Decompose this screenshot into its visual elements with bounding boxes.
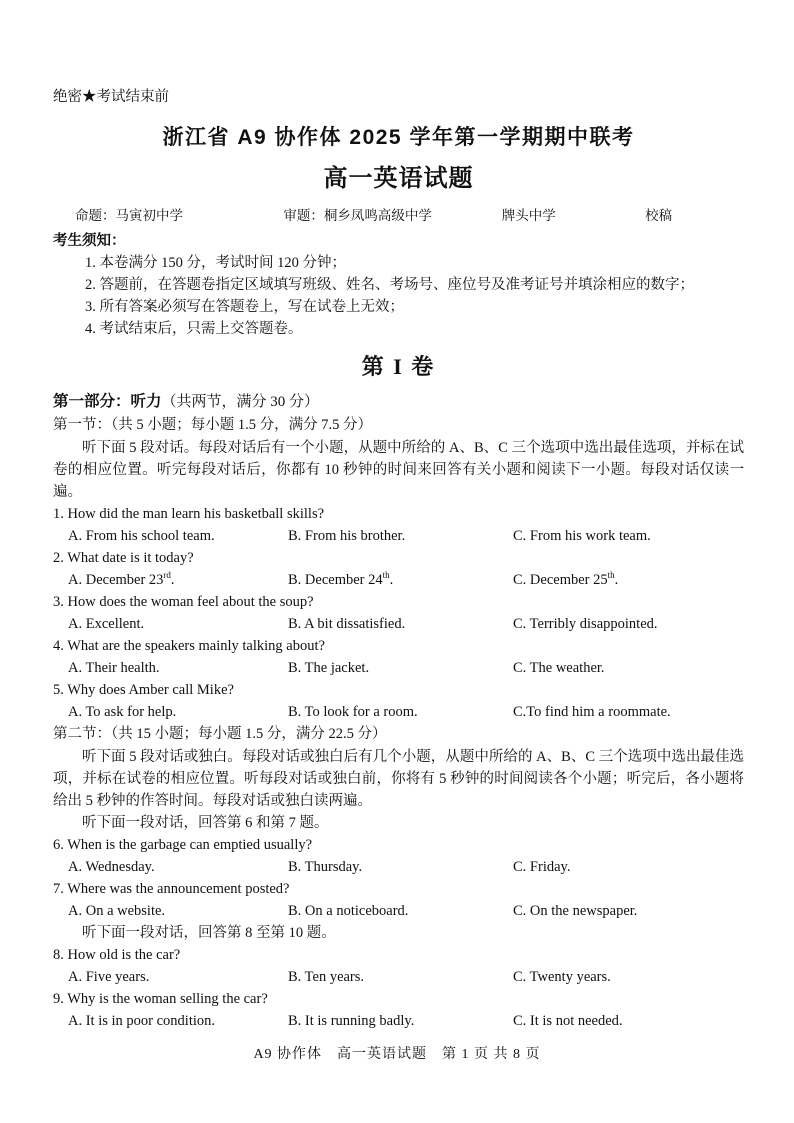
- option-b: B. On a noticeboard.: [288, 903, 409, 919]
- question-stem: 4. What are the speakers mainly talking about?: [53, 638, 325, 654]
- question-stem: 2. What date is it today?: [53, 550, 194, 566]
- question-block: [53, 988, 744, 1032]
- option-c: C.To find him a roommate.: [513, 704, 671, 720]
- question-stem: 8. How old is the car?: [53, 947, 181, 963]
- option-a: A. It is in poor condition.: [68, 1013, 216, 1029]
- notice-list: [53, 252, 744, 340]
- listening-note: 听下面一段对话，回答第 6 和第 7 题。: [82, 815, 329, 831]
- option-text-segment: B. December 24: [288, 572, 383, 588]
- option-c: C. On the newspaper.: [513, 903, 638, 919]
- notice-item: 4. 考试结束后，只需上交答题卷。: [85, 321, 303, 337]
- option-c: C. Twenty years.: [513, 969, 611, 985]
- question-block: [53, 503, 744, 547]
- part-heading-rest: （共两节，满分 30 分）: [161, 394, 320, 410]
- question-options-row: [53, 525, 744, 547]
- option-a: A. From his school team.: [68, 528, 215, 544]
- option-c: C. Terribly disappointed.: [513, 616, 658, 632]
- section-heading: 第二节：（共 15 小题；每小题 1.5 分，满分 22.5 分）: [53, 726, 387, 742]
- option-b: B. Ten years.: [288, 969, 365, 985]
- option-c: C. The weather.: [513, 660, 605, 676]
- credit-reviewer-2: 牌头中学: [501, 208, 556, 223]
- question-options-row: [53, 900, 744, 922]
- question-stem: 9. Why is the woman selling the car?: [53, 991, 268, 1007]
- question-stem: 7. Where was the announcement posted?: [53, 881, 290, 897]
- question-options-row: [53, 856, 744, 878]
- notice-item: 3. 所有答案必须写在答题卷上，写在试卷上无效；: [85, 299, 404, 315]
- option-a: A. Excellent.: [68, 616, 145, 632]
- question-block: [53, 834, 744, 878]
- option-c: C. It is not needed.: [513, 1013, 623, 1029]
- option-text-segment: .: [170, 572, 175, 588]
- question-block: [53, 944, 744, 988]
- credit-reviewer: 审题：桐乡凤鸣高级中学: [283, 208, 432, 223]
- option-a: A. Wednesday.: [68, 859, 155, 875]
- ordinal-superscript: rd: [163, 570, 171, 581]
- option-b: B. From his brother.: [288, 528, 406, 544]
- question-block: [53, 679, 744, 723]
- credits-line: [53, 206, 744, 226]
- instructions-paragraph: 听下面 5 段对话或独白。每段对话或独白后有几个小题，从题中所给的 A、B、C 三个选项中选出最佳选项，并标在试卷的相应位置。听每段对话或独白前，你将有 5 秒钟的时间阅读各个小题；听完后，各小题将给出 5 秒钟的作答时间。每段对话或独白读两遍。: [53, 749, 744, 809]
- question-options-row: [53, 613, 744, 635]
- ordinal-superscript: th: [382, 570, 390, 581]
- question-options-row: [53, 1010, 744, 1032]
- option-c: C. From his work team.: [513, 528, 651, 544]
- question-options-row: [53, 966, 744, 988]
- classification-label: 绝密★考试结束前: [53, 89, 169, 105]
- option-a: A. Their health.: [68, 660, 160, 676]
- option-c: C. Friday.: [513, 859, 571, 875]
- ordinal-superscript: th: [607, 570, 615, 581]
- question-block: [53, 878, 744, 922]
- question-stem: 3. How does the woman feel about the soup?: [53, 594, 314, 610]
- question-stem: 6. When is the garbage can emptied usually?: [53, 837, 313, 853]
- option-b: B. It is running badly.: [288, 1013, 415, 1029]
- instructions-paragraph: 听下面 5 段对话。每段对话后有一个小题，从题中所给的 A、B、C 三个选项中选出最佳选项，并标在试卷的相应位置。听完每段对话后，你都有 10 秒钟的时间来回答有关小题和阅读下一小题。每段对话仅读一遍。: [53, 440, 744, 500]
- notice-heading: 考生须知：: [53, 233, 126, 249]
- credit-setter: 命题：马寅初中学: [75, 208, 183, 223]
- question-block: [53, 635, 744, 679]
- option-text-segment: .: [389, 572, 394, 588]
- page-footer: A9 协作体 高一英语试题 第 1 页 共 8 页: [253, 1047, 541, 1062]
- notice-item: 2. 答题前，在答题卷指定区域填写班级、姓名、考场号、座位号及准考证号并填涂相应的数字；: [85, 277, 694, 293]
- part-heading-strong: 第一部分：听力: [53, 393, 162, 410]
- option-b: B. The jacket.: [288, 660, 370, 676]
- option-b: B. Thursday.: [288, 859, 363, 875]
- option-a: A. Five years.: [68, 969, 150, 985]
- option-text-segment: .: [614, 572, 619, 588]
- question-stem: 5. Why does Amber call Mike?: [53, 682, 234, 698]
- option-b: B. A bit dissatisfied.: [288, 616, 406, 632]
- part-heading: [53, 390, 744, 414]
- question-block: [53, 591, 744, 635]
- question-options-row: [53, 657, 744, 679]
- question-options-row: [53, 701, 744, 723]
- option-text-segment: C. December 25: [513, 572, 608, 588]
- option-a: [68, 569, 288, 591]
- notice-item: 1. 本卷满分 150 分，考试时间 120 分钟；: [85, 255, 346, 271]
- exam-subtitle: 高一英语试题: [323, 165, 474, 192]
- option-c: [513, 569, 744, 591]
- credit-proofread: 校稿: [645, 208, 673, 223]
- option-text-segment: A. December 23: [68, 572, 164, 588]
- exam-title: 浙江省 A9 协作体 2025 学年第一学期期中联考: [162, 126, 635, 149]
- question-options-row: [53, 569, 744, 591]
- option-b: [288, 569, 513, 591]
- volume-title: 第 I 卷: [361, 354, 436, 379]
- question-block: [53, 547, 744, 591]
- option-a: A. To ask for help.: [68, 704, 177, 720]
- question-stem: 1. How did the man learn his basketball skills?: [53, 506, 325, 522]
- option-a: A. On a website.: [68, 903, 166, 919]
- exam-body: [53, 390, 744, 1032]
- listening-note: 听下面一段对话，回答第 8 至第 10 题。: [82, 925, 336, 941]
- option-b: B. To look for a room.: [288, 704, 418, 720]
- section-heading: 第一节：（共 5 小题；每小题 1.5 分，满分 7.5 分）: [53, 417, 372, 433]
